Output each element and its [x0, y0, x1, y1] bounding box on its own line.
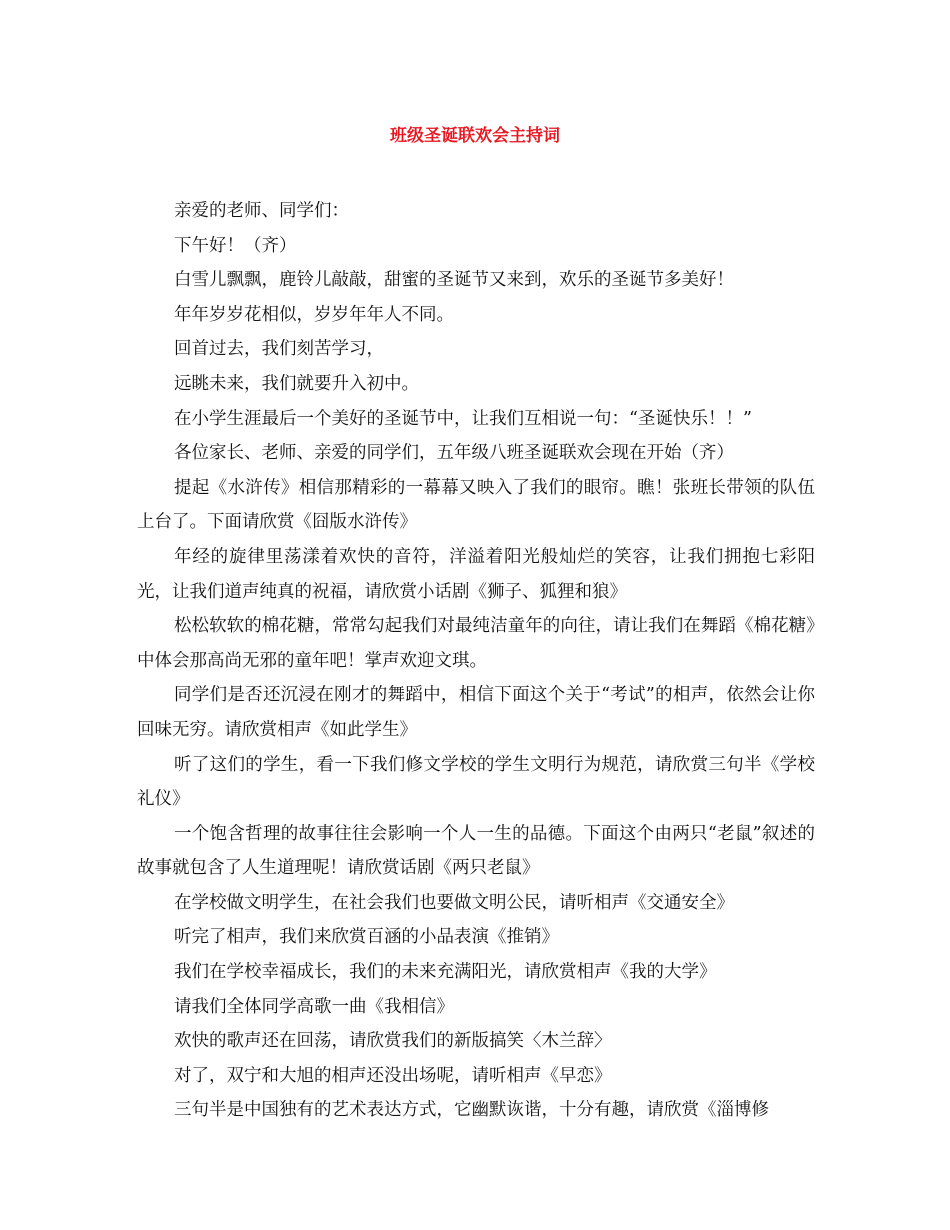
- document-title: 班级圣诞联欢会主持词: [390, 126, 560, 146]
- paragraph: 亲爱的老师、同学们：: [174, 201, 349, 221]
- paragraph: 三句半是中国独有的艺术表达方式，它幽默诙谐，十分有趣，请欣赏《淄博修: [174, 1100, 769, 1121]
- paragraph: 提起《水浒传》相信那精彩的一幕幕又映入了我们的眼帘。瞧！张班长带领的队伍上台了。下面请欣赏《囧版水浒传》: [137, 477, 815, 533]
- paragraph: 松松软软的棉花糖，常常勾起我们对最纯洁童年的向往，请让我们在舞蹈《棉花糖》中体会那高尚无邪的童年吧！掌声欢迎文琪。: [137, 616, 815, 671]
- paragraph: 我们在学校幸福成长，我们的未来充满阳光，请欣赏相声《我的大学》: [174, 962, 717, 983]
- paragraph: 听完了相声，我们来欣赏百涵的小品表演《推销》: [174, 927, 559, 948]
- paragraph: 听了这们的学生，看一下我们修文学校的学生文明行为规范，请欣赏三句半《学校礼仪》: [137, 754, 815, 810]
- paragraph: 年年岁岁花相似，岁岁年年人不同。: [174, 304, 454, 325]
- document-body: [137, 194, 815, 1128]
- paragraph: 在小学生涯最后一个美好的圣诞节中，让我们互相说一句：“圣诞快乐！！”: [174, 408, 752, 429]
- paragraph: 白雪儿飘飘，鹿铃儿敲敲，甜蜜的圣诞节又来到，欢乐的圣诞节多美好！: [174, 270, 734, 291]
- paragraph: 远眺未来，我们就要升入初中。: [174, 373, 419, 394]
- paragraph: 各位家长、老师、亲爱的同学们，五年级八班圣诞联欢会现在开始（齐）: [174, 443, 734, 464]
- paragraph: 回首过去，我们刻苦学习，: [174, 339, 384, 360]
- paragraph: 欢快的歌声还在回荡，请欣赏我们的新版搞笑〈木兰辞〉: [174, 1031, 612, 1052]
- paragraph: 在学校做文明学生，在社会我们也要做文明公民，请听相声《交通安全》: [174, 892, 734, 913]
- paragraph: 对了，双宁和大旭的相声还没出场呢，请听相声《早恋》: [174, 1065, 612, 1086]
- paragraph: 下午好！（齐）: [174, 235, 297, 256]
- paragraph: 同学们是否还沉浸在刚才的舞蹈中，相信下面这个关于“考试”的相声，依然会让你回味无穷。请欣赏相声《如此学生》: [137, 685, 815, 740]
- paragraph: 年经的旋律里荡漾着欢快的音符，洋溢着阳光般灿烂的笑容，让我们拥抱七彩阳光，让我们道声纯真的祝福，请欣赏小话剧《狮子、狐狸和狼》: [137, 546, 815, 602]
- paragraph: 请我们全体同学高歌一曲《我相信》: [174, 996, 454, 1017]
- paragraph: 一个饱含哲理的故事往往会影响一个人一生的品德。下面这个由两只“老鼠”叙述的故事就包含了人生道理呢！请欣赏话剧《两只老鼠》: [137, 823, 815, 879]
